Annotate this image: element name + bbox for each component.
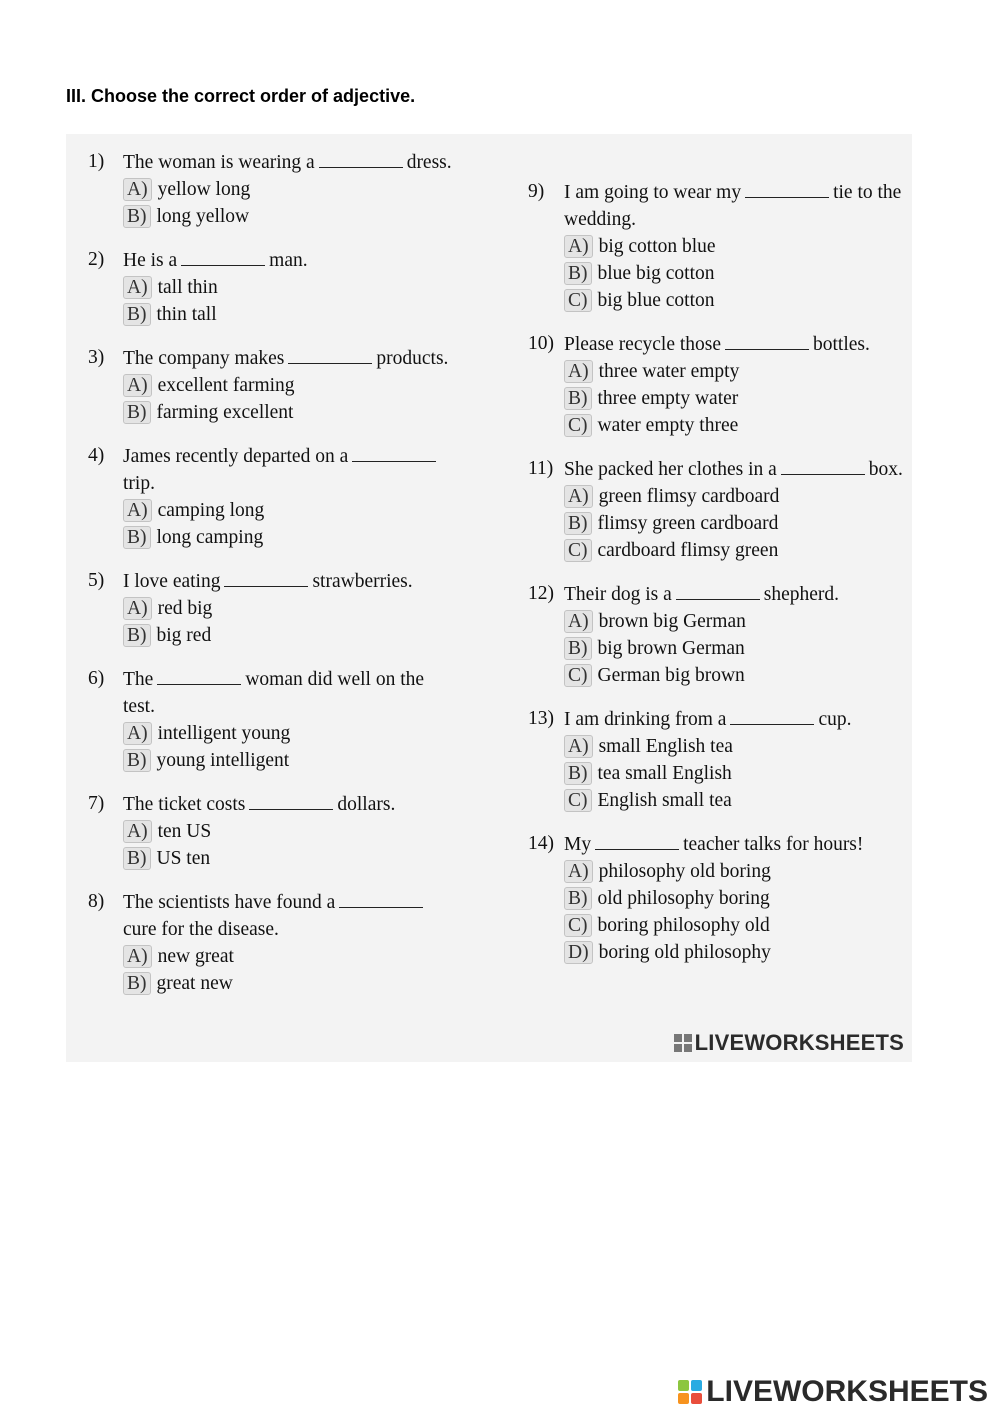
question-number: 14) [528,833,554,854]
answer-option[interactable] [528,537,908,564]
question-sentence [564,830,908,858]
question-number: 9) [528,181,545,202]
option-letter[interactable]: A) [564,485,593,508]
question-sentence [564,580,908,608]
option-text: ten US [157,821,212,842]
sentence-start: I am going to wear my [564,182,742,203]
question [528,178,908,314]
option-text: small English tea [598,736,733,757]
option-letter[interactable]: B) [123,624,151,647]
question-text [88,665,456,720]
answer-blank[interactable] [725,330,809,350]
sentence-end: man. [269,250,308,271]
question [88,790,456,872]
question-text [528,705,908,733]
option-text: English small tea [597,790,732,811]
answer-blank[interactable] [224,567,308,587]
option-letter[interactable]: C) [564,789,592,812]
sentence-start: She packed her clothes in a [564,459,777,480]
question-text [88,567,456,595]
option-letter[interactable]: C) [564,914,592,937]
option-letter[interactable]: C) [564,414,592,437]
option-letter[interactable]: A) [123,597,152,620]
question [88,344,456,426]
question [88,148,456,230]
question [528,580,908,689]
option-text: excellent farming [157,375,295,396]
option-text: great new [156,973,233,994]
option-text: thin tall [156,304,217,325]
sentence-start: The [123,669,154,690]
answer-option[interactable] [528,912,908,939]
answer-blank[interactable] [781,455,865,475]
answer-blank[interactable] [745,178,829,198]
option-text: boring old philosophy [598,942,771,963]
sentence-end: trip. [123,473,155,494]
answer-option[interactable] [88,399,456,426]
sentence-start: The woman is wearing a [123,152,315,173]
answer-option[interactable] [88,845,456,872]
question-sentence [123,246,456,274]
option-letter[interactable]: A) [564,360,593,383]
option-letter[interactable]: B) [564,262,592,285]
question [528,705,908,814]
question-text [528,455,908,483]
question [528,455,908,564]
logo-square-red [691,1393,702,1404]
sentence-end: bottles. [813,334,870,355]
sentence-end: shepherd. [763,584,840,605]
answer-option[interactable] [88,301,456,328]
sentence-start: The company makes [123,348,285,369]
option-text: three empty water [597,388,739,409]
option-letter[interactable]: A) [123,820,152,843]
answer-blank[interactable] [676,580,760,600]
question-sentence [564,455,908,483]
question-text [88,148,456,176]
worksheet-heading: III. Choose the correct order of adjective. [66,86,416,106]
option-letter[interactable]: B) [123,749,151,772]
question [88,567,456,649]
option-letter[interactable]: C) [564,289,592,312]
sentence-start: I love eating [123,571,221,592]
option-text: tall thin [157,277,218,298]
sentence-end: products. [376,348,449,369]
option-text: three water empty [598,361,740,382]
question-sentence [123,665,456,720]
question-number: 12) [528,583,554,604]
answer-option[interactable] [88,372,456,399]
answer-option[interactable] [528,510,908,537]
answer-option[interactable] [88,622,456,649]
option-letter[interactable]: B) [123,303,151,326]
option-text: long yellow [156,206,250,227]
sentence-start: He is a [123,250,178,271]
sentence-end: cure for the disease. [123,919,279,940]
option-text: young intelligent [156,750,290,771]
scan-logo [674,1030,904,1056]
answer-blank[interactable] [595,830,679,850]
question-text [88,344,456,372]
logo-square-orange [678,1393,689,1404]
answer-blank[interactable] [319,148,403,168]
sentence-end: dress. [406,152,452,173]
option-text: big red [156,625,212,646]
question-number: 8) [88,891,105,912]
left-question-column [88,148,456,1013]
question-sentence [564,705,908,733]
option-text: flimsy green cardboard [597,513,779,534]
option-text: German big brown [597,665,745,686]
option-text: big brown German [597,638,745,659]
option-letter[interactable]: A) [564,235,593,258]
option-letter[interactable]: A) [123,499,152,522]
question [88,888,456,997]
sentence-start: The ticket costs [123,794,246,815]
question-sentence [123,148,456,176]
option-letter[interactable]: C) [564,664,592,687]
answer-blank[interactable] [730,705,814,725]
option-text: camping long [157,500,265,521]
option-text: farming excellent [156,402,294,423]
sentence-start: James recently departed on a [123,446,349,467]
answer-option[interactable] [528,635,908,662]
question-sentence [564,178,908,233]
question-number: 4) [88,445,105,466]
question-number: 11) [528,458,554,479]
sentence-start: The scientists have found a [123,892,336,913]
option-text: brown big German [598,611,746,632]
answer-blank[interactable] [352,442,436,462]
question-text [88,888,456,943]
option-text: yellow long [157,179,251,200]
option-text: blue big cotton [597,263,715,284]
question-number: 2) [88,249,105,270]
answer-blank[interactable] [181,246,265,266]
sentence-start: I am drinking from a [564,709,727,730]
answer-option[interactable] [528,412,908,439]
option-letter[interactable]: A) [564,860,593,883]
footer-logo-text: LIVEWORKSHEETS [706,1375,988,1408]
question [88,442,456,551]
option-letter[interactable]: B) [564,887,592,910]
answer-blank[interactable] [288,344,372,364]
answer-option[interactable] [88,747,456,774]
answer-blank[interactable] [157,665,241,685]
option-letter[interactable]: B) [123,972,151,995]
question-sentence [123,888,456,943]
sentence-end: teacher talks for hours! [683,834,864,855]
sentence-end: tie to the wedding. [564,182,902,230]
question-text [88,790,456,818]
question-text [88,442,456,497]
question-number: 7) [88,793,105,814]
question-number: 1) [88,151,105,172]
option-letter[interactable]: A) [123,178,152,201]
logo-square-blue [691,1380,702,1391]
answer-option[interactable] [528,885,908,912]
question [88,665,456,774]
question-number: 13) [528,708,554,729]
question-sentence [123,344,456,372]
question-number: 6) [88,668,105,689]
option-text: old philosophy boring [597,888,770,909]
sentence-end: strawberries. [312,571,413,592]
answer-option[interactable] [88,203,456,230]
option-letter[interactable]: B) [564,637,592,660]
question [88,246,456,328]
option-text: red big [157,598,213,619]
option-letter[interactable]: A) [123,276,152,299]
answer-option[interactable] [528,483,908,510]
sentence-end: box. [868,459,903,480]
sentence-start: Please recycle those [564,334,722,355]
option-letter[interactable]: B) [123,526,151,549]
option-letter[interactable]: B) [123,847,151,870]
liveworksheets-logo-icon [678,1380,702,1404]
question-text [528,178,908,233]
answer-option[interactable] [88,818,456,845]
worksheet-scan [66,134,912,1062]
answer-option[interactable] [528,608,908,635]
question-text [528,830,908,858]
answer-option[interactable] [88,497,456,524]
option-letter[interactable]: A) [123,374,152,397]
option-letter[interactable]: A) [123,945,152,968]
option-letter[interactable]: B) [564,387,592,410]
option-text: intelligent young [157,723,291,744]
question-sentence [564,330,908,358]
answer-option[interactable] [528,233,908,260]
answer-option[interactable] [88,524,456,551]
question-number: 10) [528,333,554,354]
option-text: green flimsy cardboard [598,486,780,507]
answer-option[interactable] [528,662,908,689]
answer-option[interactable] [528,287,908,314]
option-text: new great [157,946,234,967]
question-sentence [123,442,456,497]
option-text: cardboard flimsy green [597,540,779,561]
option-text: philosophy old boring [598,861,771,882]
question-sentence [123,567,456,595]
question-text [528,580,908,608]
option-text: long camping [156,527,264,548]
answer-option[interactable] [528,358,908,385]
option-text: boring philosophy old [597,915,770,936]
answer-option[interactable] [528,760,908,787]
answer-option[interactable] [88,943,456,970]
scan-logo-text: LIVEWORKSHEETS [694,1030,904,1055]
answer-option[interactable] [528,939,908,966]
option-letter[interactable]: C) [564,539,592,562]
option-letter[interactable]: A) [564,735,593,758]
question-text [88,246,456,274]
logo-square-green [678,1380,689,1391]
answer-option[interactable] [528,385,908,412]
question-sentence [123,790,456,818]
answer-option[interactable] [528,733,908,760]
answer-option[interactable] [88,595,456,622]
option-letter[interactable]: B) [123,401,151,424]
answer-blank[interactable] [339,888,423,908]
answer-option[interactable] [88,176,456,203]
answer-option[interactable] [88,274,456,301]
option-text: tea small English [597,763,732,784]
option-letter[interactable]: A) [123,722,152,745]
answer-option[interactable] [528,787,908,814]
question-number: 5) [88,570,105,591]
option-text: US ten [156,848,211,869]
right-question-column [528,178,908,982]
answer-option[interactable] [528,858,908,885]
option-letter[interactable]: B) [123,205,151,228]
option-text: water empty three [597,415,739,436]
question-number: 3) [88,347,105,368]
question [528,330,908,439]
option-letter[interactable]: B) [564,512,592,535]
option-letter[interactable]: A) [564,610,593,633]
question-text [528,330,908,358]
sentence-end: dollars. [337,794,396,815]
answer-blank[interactable] [249,790,333,810]
answer-option[interactable] [88,720,456,747]
sentence-end: cup. [818,709,852,730]
answer-option[interactable] [528,260,908,287]
sentence-start: My [564,834,592,855]
sentence-end: woman did well on the test. [123,669,425,717]
option-text: big cotton blue [598,236,716,257]
question [528,830,908,966]
option-letter[interactable]: D) [564,941,593,964]
option-letter[interactable]: B) [564,762,592,785]
footer-logo [678,1375,988,1409]
sentence-start: Their dog is a [564,584,672,605]
option-text: big blue cotton [597,290,715,311]
liveworksheets-logo-icon [674,1034,692,1052]
answer-option[interactable] [88,970,456,997]
